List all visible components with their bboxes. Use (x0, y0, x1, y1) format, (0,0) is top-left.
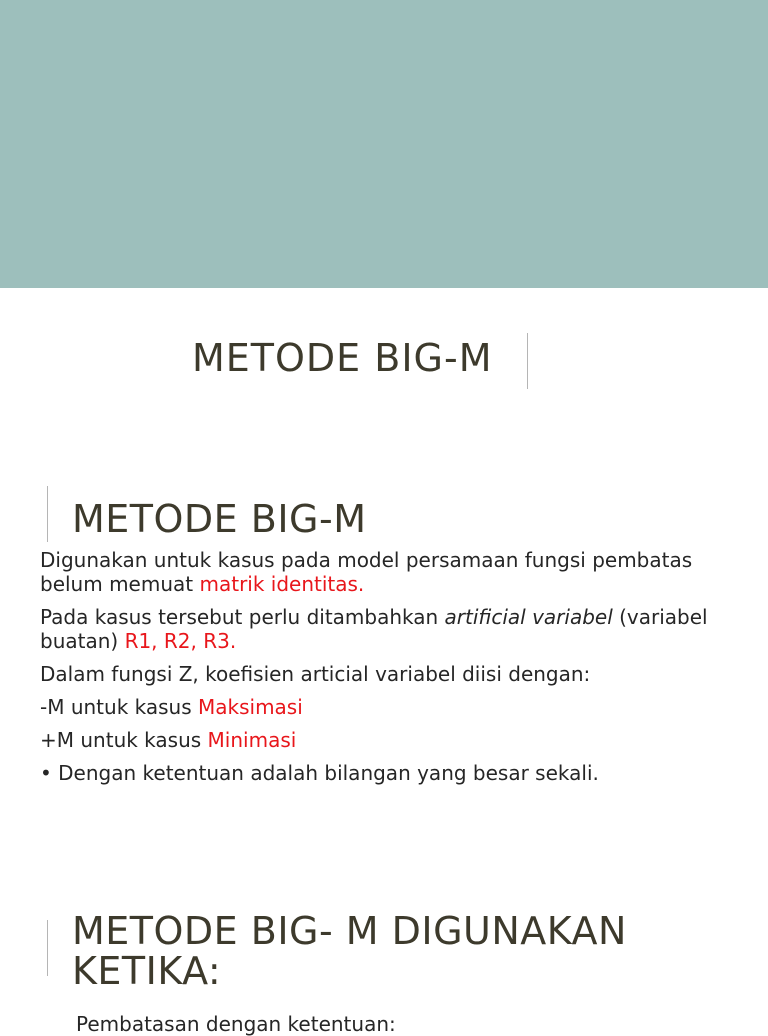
paragraph-5-highlight: Minimasi (207, 728, 297, 752)
slide3-title-accent-bar (47, 920, 48, 976)
paragraph-4-text: -M untuk kasus (40, 695, 198, 719)
slide1-title-divider (527, 333, 528, 389)
slide1-header-band (0, 0, 768, 288)
slide3-first-line: Pembatasan dengan ketentuan: (76, 1012, 396, 1036)
paragraph-4 (40, 695, 740, 719)
slide2-title: METODE BIG-M (72, 497, 367, 541)
paragraph-1-text: Digunakan untuk kasus pada model persamaan fungsi pembatas belum memuat (40, 548, 693, 596)
slide3-title-line1: METODE BIG- M DIGUNAKAN (72, 909, 627, 953)
paragraph-4-highlight: Maksimasi (198, 695, 303, 719)
slide3-title-line2: KETIKA: (72, 948, 222, 993)
slide1-title: METODE BIG-M (192, 336, 493, 380)
paragraph-5 (40, 728, 740, 752)
paragraph-1-highlight: matrik identitas. (199, 572, 365, 596)
paragraph-6-bullet: • Dengan ketentuan adalah bilangan yang besar sekali. (40, 761, 599, 785)
paragraph-3: Dalam fungsi Z, koefisien articial variabel diisi dengan: (40, 662, 591, 686)
paragraph-2-italic: artificial variabel (444, 605, 613, 629)
paragraph-2 (40, 605, 740, 653)
slide2-title-accent-bar (47, 486, 48, 542)
paragraph-5-text: +M untuk kasus (40, 728, 208, 752)
paragraph-2-highlight: R1, R2, R3. (124, 629, 237, 653)
paragraph-1 (40, 548, 740, 596)
paragraph-2-text: Pada kasus tersebut perlu ditambahkan (40, 605, 445, 629)
paragraph-2-text-after: (variabel buatan) (40, 605, 708, 653)
slide3-title (72, 909, 627, 993)
slide2-body (40, 548, 740, 794)
